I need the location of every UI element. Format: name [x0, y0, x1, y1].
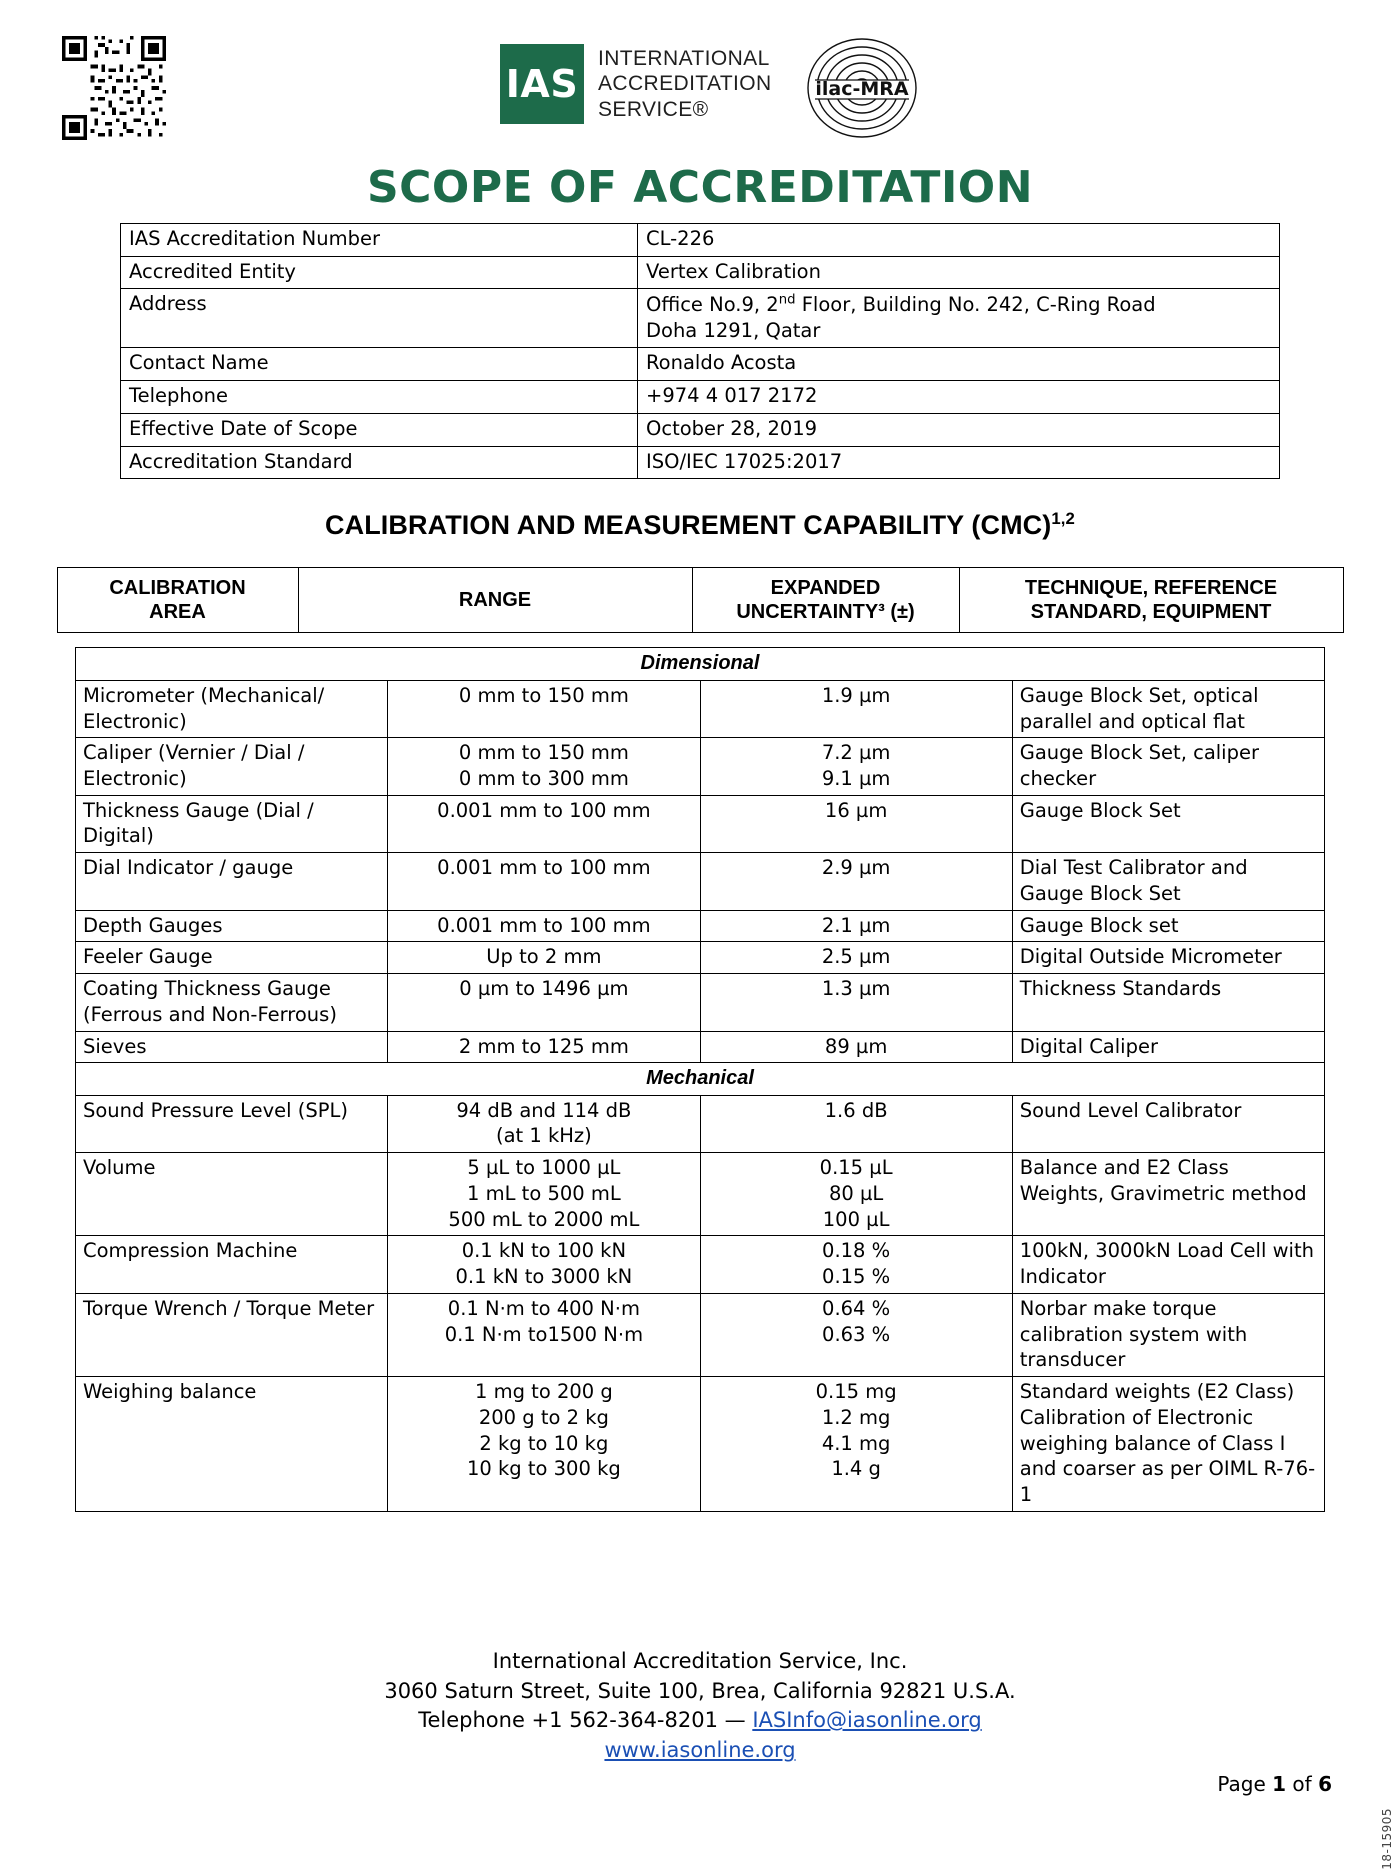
- info-label-telephone: Telephone: [121, 381, 638, 414]
- document-side-code: 18-15905: [1380, 1808, 1394, 1870]
- cell-technique: Digital Caliper: [1012, 1031, 1324, 1063]
- info-value-accreditation-number: CL-226: [638, 224, 1280, 257]
- table-row: [121, 381, 1280, 414]
- cell-expanded-uncertainty: 16 µm: [700, 795, 1012, 852]
- page-number-current: 1: [1272, 1772, 1287, 1796]
- footer-contact-line: [0, 1706, 1400, 1736]
- cell-calibration-area: Sieves: [76, 1031, 388, 1063]
- page-number: [1217, 1772, 1332, 1796]
- section-heading-label: Mechanical: [76, 1063, 1325, 1095]
- table-row: [76, 1377, 1325, 1512]
- cell-expanded-uncertainty: 7.2 µm 9.1 µm: [700, 738, 1012, 795]
- table-row: [121, 413, 1280, 446]
- table-row: [76, 1031, 1325, 1063]
- ias-logo-line-1: INTERNATIONAL: [598, 46, 770, 70]
- info-label-standard: Accreditation Standard: [121, 446, 638, 479]
- cell-range: 0.1 kN to 100 kN 0.1 kN to 3000 kN: [388, 1236, 700, 1293]
- cell-technique: Balance and E2 Class Weights, Gravimetric method: [1012, 1153, 1324, 1236]
- cell-technique: Dial Test Calibrator and Gauge Block Set: [1012, 853, 1324, 910]
- cell-expanded-uncertainty: 0.15 µL 80 µL 100 µL: [700, 1153, 1012, 1236]
- cell-calibration-area: Depth Gauges: [76, 910, 388, 942]
- cell-range: 94 dB and 114 dB (at 1 kHz): [388, 1095, 700, 1152]
- page-number-separator: of: [1286, 1772, 1319, 1796]
- cell-calibration-area: Sound Pressure Level (SPL): [76, 1095, 388, 1152]
- cell-technique: Gauge Block set: [1012, 910, 1324, 942]
- ias-logo-wordmark: [598, 46, 772, 123]
- cell-technique: Gauge Block Set: [1012, 795, 1324, 852]
- qr-code-icon: [62, 36, 166, 140]
- accreditation-info-table: [120, 223, 1280, 479]
- cell-expanded-uncertainty: 1.6 dB: [700, 1095, 1012, 1152]
- column-header-line-2: STANDARD, EQUIPMENT: [1030, 601, 1272, 624]
- cell-calibration-area: Volume: [76, 1153, 388, 1236]
- page-title: SCOPE OF ACCREDITATION: [366, 162, 1034, 213]
- cell-technique: 100kN, 3000kN Load Cell with Indicator: [1012, 1236, 1324, 1293]
- cell-range: 0.1 N·m to 400 N·m 0.1 N·m to1500 N·m: [388, 1293, 700, 1376]
- cell-expanded-uncertainty: 89 µm: [700, 1031, 1012, 1063]
- info-label-contact-name: Contact Name: [121, 348, 638, 381]
- cell-calibration-area: Compression Machine: [76, 1236, 388, 1293]
- table-row: [76, 910, 1325, 942]
- cell-expanded-uncertainty: 1.9 µm: [700, 680, 1012, 737]
- cell-expanded-uncertainty: 2.1 µm: [700, 910, 1012, 942]
- column-header-line-1: TECHNIQUE, REFERENCE: [1024, 577, 1278, 600]
- table-row: [121, 256, 1280, 289]
- ias-logo-line-2: ACCREDITATION: [598, 72, 772, 96]
- cell-technique: Digital Outside Micrometer: [1012, 942, 1324, 974]
- cell-range: 0 mm to 150 mm 0 mm to 300 mm: [388, 738, 700, 795]
- table-row: [76, 1153, 1325, 1236]
- page-number-total: 6: [1318, 1772, 1332, 1796]
- info-value-accredited-entity: Vertex Calibration: [638, 256, 1280, 289]
- cell-technique: Norbar make torque calibration system with transducer: [1012, 1293, 1324, 1376]
- cell-expanded-uncertainty: 0.64 % 0.63 %: [700, 1293, 1012, 1376]
- cell-expanded-uncertainty: 0.15 mg 1.2 mg 4.1 mg 1.4 g: [700, 1377, 1012, 1512]
- info-label-address: Address: [121, 289, 638, 348]
- svg-text:ilac-MRA: ilac-MRA: [815, 78, 909, 100]
- cell-range: 0.001 mm to 100 mm: [388, 795, 700, 852]
- cmc-section-heading: [0, 509, 1400, 541]
- info-value-contact-name: Ronaldo Acosta: [638, 348, 1280, 381]
- table-row: [76, 974, 1325, 1031]
- footer-website-line: [0, 1736, 1400, 1766]
- footer-email-link[interactable]: IASInfo@iasonline.org: [752, 1708, 982, 1733]
- cell-range: 0.001 mm to 100 mm: [388, 853, 700, 910]
- cell-technique: Sound Level Calibrator: [1012, 1095, 1324, 1152]
- table-row: [76, 1293, 1325, 1376]
- cell-calibration-area: Dial Indicator / gauge: [76, 853, 388, 910]
- cell-calibration-area: Weighing balance: [76, 1377, 388, 1512]
- ilac-mra-logo-icon: [805, 36, 919, 140]
- table-row: [76, 853, 1325, 910]
- column-header-line-1: CALIBRATION: [109, 577, 246, 600]
- ias-logo: [500, 44, 772, 124]
- table-row: [76, 738, 1325, 795]
- column-header-line-2: UNCERTAINTY³ (±): [736, 601, 915, 624]
- section-heading-label: Dimensional: [76, 648, 1325, 680]
- cell-calibration-area: Micrometer (Mechanical/ Electronic): [76, 680, 388, 737]
- table-spacer: [0, 633, 1400, 647]
- info-label-effective-date: Effective Date of Scope: [121, 413, 638, 446]
- info-value-address: Office No.9, 2nd Floor, Building No. 242, C-Ring Road Doha 1291, Qatar: [638, 289, 1280, 348]
- cell-expanded-uncertainty: 2.5 µm: [700, 942, 1012, 974]
- cell-range: 0.001 mm to 100 mm: [388, 910, 700, 942]
- cell-calibration-area: Thickness Gauge (Dial / Digital): [76, 795, 388, 852]
- table-row: [121, 348, 1280, 381]
- info-value-effective-date: October 28, 2019: [638, 413, 1280, 446]
- column-header-line-2: AREA: [149, 601, 206, 624]
- column-header-technique: [959, 568, 1343, 633]
- cell-range: 0 µm to 1496 µm: [388, 974, 700, 1031]
- footer-telephone: Telephone +1 562-364-8201 —: [418, 1708, 753, 1733]
- cell-technique: Standard weights (E2 Class) Calibration of Electronic weighing balance of Class I and coarser as per OIML R-76-1: [1012, 1377, 1324, 1512]
- table-row: [76, 1236, 1325, 1293]
- table-row: [76, 795, 1325, 852]
- ias-logo-mark: IAS: [500, 44, 584, 124]
- table-row: [76, 680, 1325, 737]
- column-header-line-1: EXPANDED: [770, 577, 881, 600]
- cell-range: 5 µL to 1000 µL 1 mL to 500 mL 500 mL to 2000 mL: [388, 1153, 700, 1236]
- section-heading-row: [76, 648, 1325, 680]
- footer-org-name: International Accreditation Service, Inc.: [492, 1648, 908, 1673]
- cell-range: 2 mm to 125 mm: [388, 1031, 700, 1063]
- info-label-accredited-entity: Accredited Entity: [121, 256, 638, 289]
- cmc-header-table: [57, 567, 1344, 633]
- table-row: [121, 224, 1280, 257]
- cmc-table-body: [76, 648, 1325, 1511]
- table-header-row: [57, 568, 1343, 633]
- cell-technique: Thickness Standards: [1012, 974, 1324, 1031]
- footer-website-link[interactable]: www.iasonline.org: [604, 1738, 796, 1763]
- document-footer: [0, 1647, 1400, 1766]
- table-row: [76, 1095, 1325, 1152]
- column-header-range: [298, 568, 692, 633]
- cmc-heading-superscript: 1,2: [1051, 509, 1075, 529]
- cmc-heading-text: CALIBRATION AND MEASUREMENT CAPABILITY (CMC): [325, 510, 1052, 541]
- cell-calibration-area: Coating Thickness Gauge (Ferrous and Non-Ferrous): [76, 974, 388, 1031]
- table-row: [76, 942, 1325, 974]
- cmc-body-table: [75, 647, 1325, 1511]
- section-heading-row: [76, 1063, 1325, 1095]
- column-header-line-1: RANGE: [458, 589, 532, 612]
- cell-calibration-area: Caliper (Vernier / Dial / Electronic): [76, 738, 388, 795]
- page-number-prefix: Page: [1217, 1772, 1273, 1796]
- ias-logo-line-3: SERVICE®: [598, 97, 709, 121]
- cell-expanded-uncertainty: 0.18 % 0.15 %: [700, 1236, 1012, 1293]
- info-value-standard: ISO/IEC 17025:2017: [638, 446, 1280, 479]
- cell-technique: Gauge Block Set, caliper checker: [1012, 738, 1324, 795]
- cell-range: 0 mm to 150 mm: [388, 680, 700, 737]
- cell-calibration-area: Torque Wrench / Torque Meter: [76, 1293, 388, 1376]
- cell-range: Up to 2 mm: [388, 942, 700, 974]
- info-label-accreditation-number: IAS Accreditation Number: [121, 224, 638, 257]
- table-row: [121, 289, 1280, 348]
- cell-expanded-uncertainty: 2.9 µm: [700, 853, 1012, 910]
- cell-range: 1 mg to 200 g 200 g to 2 kg 2 kg to 10 kg 10 kg to 300 kg: [388, 1377, 700, 1512]
- footer-address: 3060 Saturn Street, Suite 100, Brea, California 92821 U.S.A.: [384, 1678, 1016, 1703]
- cell-calibration-area: Feeler Gauge: [76, 942, 388, 974]
- column-header-calibration-area: [57, 568, 298, 633]
- cell-expanded-uncertainty: 1.3 µm: [700, 974, 1012, 1031]
- info-value-telephone: +974 4 017 2172: [638, 381, 1280, 414]
- document-header: [0, 0, 1400, 160]
- column-header-expanded-uncertainty: [692, 568, 959, 633]
- table-row: [121, 446, 1280, 479]
- cell-technique: Gauge Block Set, optical parallel and optical flat: [1012, 680, 1324, 737]
